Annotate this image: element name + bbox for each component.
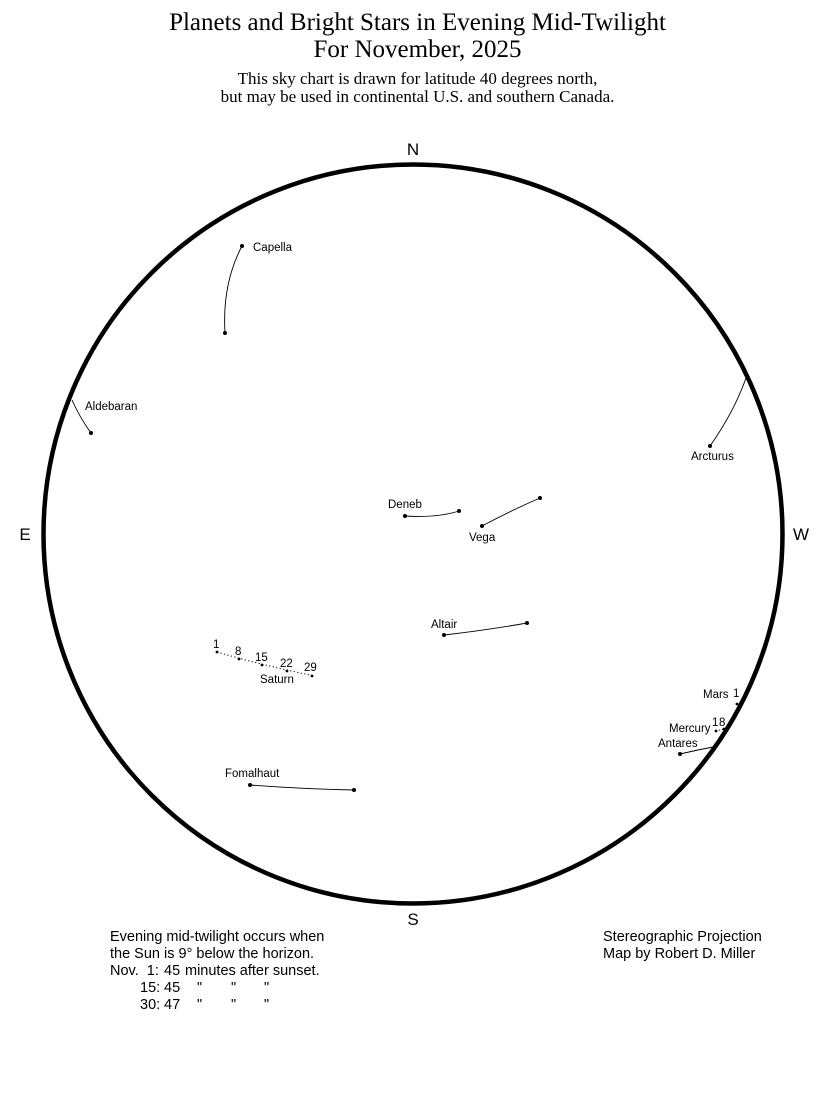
antares-label: Antares bbox=[658, 738, 698, 750]
vega-point-start bbox=[480, 524, 484, 528]
mercury-date-8: 8 bbox=[719, 717, 726, 729]
mars-point bbox=[736, 703, 739, 706]
deneb-point-end bbox=[457, 509, 461, 513]
fomalhaut-point-end bbox=[352, 788, 356, 792]
altair-label: Altair bbox=[431, 619, 458, 631]
saturn-date-1: 1 bbox=[213, 639, 220, 651]
chart-title-line2: For November, 2025 bbox=[313, 36, 522, 63]
vega-label: Vega bbox=[469, 532, 496, 544]
deneb-label: Deneb bbox=[388, 499, 422, 511]
note-text: Map by Robert D. Miller bbox=[603, 946, 756, 962]
capella-track bbox=[225, 246, 242, 333]
twilight-row-nov1 bbox=[110, 963, 320, 980]
chart-title-line1: Planets and Bright Stars in Evening Mid-Twilight bbox=[169, 9, 666, 36]
arcturus-label: Arcturus bbox=[691, 451, 734, 463]
vega-track bbox=[482, 498, 540, 526]
row-date: Nov. 1: bbox=[110, 963, 159, 979]
note-text: Evening mid-twilight occurs when bbox=[110, 929, 325, 945]
ditto-mark: " bbox=[197, 997, 203, 1013]
twilight-note-line2 bbox=[110, 946, 315, 963]
deneb-track bbox=[405, 511, 459, 516]
mercury-point-1 bbox=[715, 730, 718, 733]
row-minutes: 45 bbox=[164, 963, 181, 979]
ditto-mark: " bbox=[231, 997, 237, 1013]
note-text: Stereographic Projection bbox=[603, 929, 762, 945]
altair-point-start bbox=[442, 633, 446, 637]
saturn-date-22: 22 bbox=[280, 658, 293, 670]
compass-west: W bbox=[792, 525, 810, 544]
fomalhaut-label: Fomalhaut bbox=[225, 768, 280, 780]
mars-label: Mars bbox=[703, 689, 729, 701]
capella-label: Capella bbox=[253, 242, 292, 254]
row-date: 15: bbox=[140, 980, 161, 996]
compass-south: S bbox=[407, 910, 419, 929]
row-text: minutes after sunset. bbox=[185, 963, 320, 979]
capella-point-end bbox=[223, 331, 227, 335]
vega-point-end bbox=[538, 496, 542, 500]
capella-point-start bbox=[240, 244, 244, 248]
twilight-row-nov15 bbox=[110, 980, 270, 997]
aldebaran-point bbox=[89, 431, 93, 435]
compass-north: N bbox=[406, 140, 420, 159]
twilight-row-nov30 bbox=[110, 997, 270, 1014]
mercury-label: Mercury bbox=[669, 723, 711, 735]
antares-point bbox=[678, 752, 682, 756]
saturn-date-29: 29 bbox=[304, 662, 317, 674]
saturn-label: Saturn bbox=[260, 674, 294, 686]
chart-subtitle-line2: but may be used in continental U.S. and southern Canada. bbox=[220, 87, 615, 106]
saturn-point-8 bbox=[238, 658, 241, 661]
chart-subtitle-line1: This sky chart is drawn for latitude 40 degrees north, bbox=[237, 69, 598, 88]
aldebaran-label: Aldebaran bbox=[85, 401, 138, 413]
mercury-date-1: 1 bbox=[712, 717, 719, 729]
deneb-point-start bbox=[403, 514, 407, 518]
saturn-point-29 bbox=[311, 675, 314, 678]
fomalhaut-point-start bbox=[248, 783, 252, 787]
row-date: 30: bbox=[140, 997, 161, 1013]
arcturus-point bbox=[708, 444, 712, 448]
altair-point-end bbox=[525, 621, 529, 625]
note-text: the Sun is 9° below the horizon. bbox=[110, 946, 315, 962]
saturn-point-15 bbox=[261, 664, 264, 667]
saturn-point-1 bbox=[216, 651, 219, 654]
saturn-point-22 bbox=[286, 670, 289, 673]
ditto-mark: " bbox=[264, 997, 270, 1013]
saturn-date-8: 8 bbox=[235, 646, 242, 658]
saturn-date-15: 15 bbox=[255, 652, 268, 664]
ditto-mark: " bbox=[264, 980, 270, 996]
mars-date-1: 1 bbox=[733, 688, 740, 700]
fomalhaut-track bbox=[250, 785, 354, 790]
row-minutes: 47 bbox=[164, 997, 181, 1013]
arcturus-track bbox=[710, 378, 746, 446]
twilight-note-line1 bbox=[110, 929, 325, 946]
compass-east: E bbox=[19, 525, 31, 544]
twilight-notes bbox=[110, 929, 325, 1014]
ditto-mark: " bbox=[197, 980, 203, 996]
ditto-mark: " bbox=[231, 980, 237, 996]
horizon-circle bbox=[44, 165, 783, 904]
row-minutes: 45 bbox=[164, 980, 181, 996]
